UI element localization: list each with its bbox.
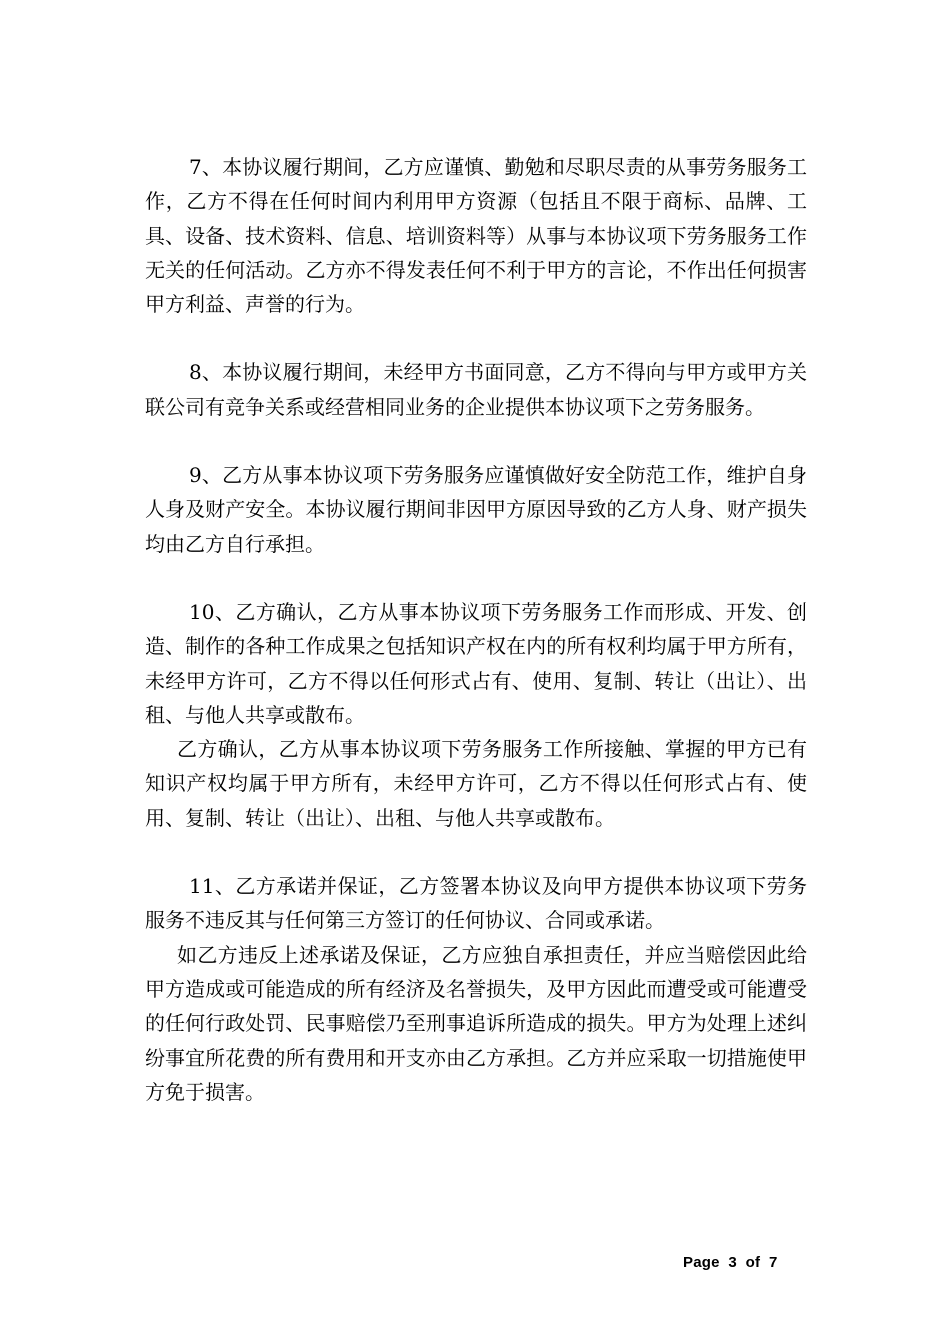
clause-11-continuation-paragraph: 如乙方违反上述承诺及保证，乙方应独自承担责任，并应当赔偿因此给甲方造成或可能造成的所有经济及名誉损失，及甲方因此而遭受或可能遭受的任何行政处罚、民事赔偿乃至刑事追诉所造成的损失。甲方为处理上述纠纷事宜所花费的所有费用和开支亦由乙方承担。乙方并应采取一切措施使甲方免于损害。: [145, 942, 807, 1104]
clause-7-paragraph: 7、本协议履行期间，乙方应谨慎、勤勉和尽职尽责的从事劳务服务工作，乙方不得在任何时间内利用甲方资源（包括且不限于商标、品牌、工具、设备、技术资料、信息、培训资料等）从事与本协议项下劳务服务工作无关的任何活动。乙方亦不得发表任何不利于甲方的言论，不作出任何损害甲方利益、声誉的行为。: [145, 155, 807, 317]
clause-8-paragraph: 8、本协议履行期间，未经甲方书面同意，乙方不得向与甲方或甲方关联公司有竞争关系或经营相同业务的企业提供本协议项下之劳务服务。: [145, 360, 807, 419]
document-body: [145, 150, 807, 1109]
clause-11-paragraph: 11、乙方承诺并保证，乙方签署本协议及向甲方提供本协议项下劳务服务不违反其与任何第三方签订的任何协议、合同或承诺。: [145, 874, 807, 933]
clause-10-paragraph: 10、乙方确认，乙方从事本协议项下劳务服务工作而形成、开发、创造、制作的各种工作成果之包括知识产权在内的所有权利均属于甲方所有，未经甲方许可，乙方不得以任何形式占有、使用、复制、转让（出让）、出租、与他人共享或散布。: [145, 599, 807, 727]
page-number-footer: Page 3 of 7: [683, 1254, 778, 1271]
clause-10-continuation-paragraph: 乙方确认，乙方从事本协议项下劳务服务工作所接触、掌握的甲方已有知识产权均属于甲方所有，未经甲方许可，乙方不得以任何形式占有、使用、复制、转让（出让）、出租、与他人共享或散布。: [145, 737, 807, 830]
clause-9-paragraph: 9、乙方从事本协议项下劳务服务应谨慎做好安全防范工作，维护自身人身及财产安全。本协议履行期间非因甲方原因导致的乙方人身、财产损失均由乙方自行承担。: [145, 463, 807, 556]
